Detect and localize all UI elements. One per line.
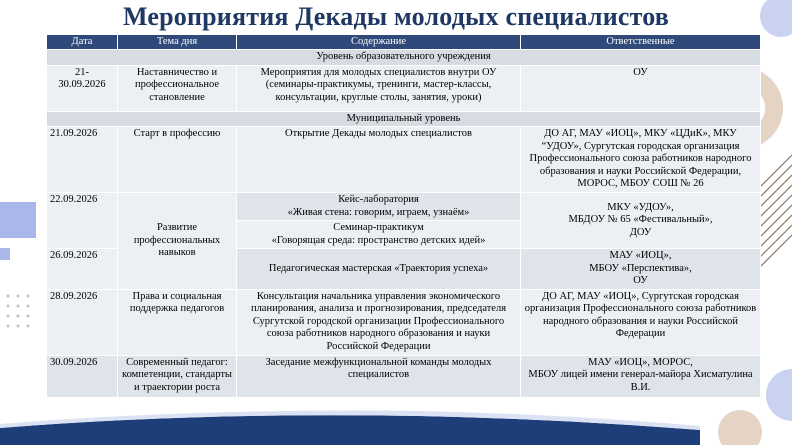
page-title: Мероприятия Декады молодых специалистов [122,2,670,31]
cell-content: Заседание межфункциональной команды молодых специалистов [237,355,521,397]
cell-date: 22.09.2026 [47,193,118,249]
table-row [47,355,761,397]
cell-topic: Современный педагог: компетенции, стандарты и траектории роста [118,355,237,397]
level-label: Муниципальный уровень [47,111,761,127]
table-row [47,127,761,193]
table-row [47,65,761,111]
cell-content: Семинар-практикум «Говорящая среда: пространство детских идей» [237,221,521,249]
level-row-municipal [47,111,761,127]
decor-circle-tan-right [718,410,762,445]
decor-circle-right [766,369,792,421]
cell-date: 30.09.2026 [47,355,118,397]
cell-responsible: МКУ «УДОУ», МБДОУ № 65 «Фестивальный», ДОУ [521,193,761,249]
level-label: Уровень образовательного учреждения [47,50,761,66]
table-row [47,289,761,355]
decor-square-left [0,202,36,238]
cell-responsible: ДО АГ, МАУ «ИОЦ», Сургутская городская организация Профессионального союза работников народного образования и науки Российской Федерации [521,289,761,355]
cell-content: Кейс-лаборатория «Живая стена: говорим, играем, узнаём» [237,193,521,221]
cell-responsible: ОУ [521,65,761,111]
cell-content: Мероприятия для молодых специалистов внутри ОУ (семинары-практикумы, тренинги, мастер-классы, консультации, круглые столы, занятия, уроки) [237,65,521,111]
column-header-responsible: Ответственные [521,35,761,50]
cell-responsible: ДО АГ, МАУ «ИОЦ», МКУ «ЦДиК», МКУ “УДОУ», Сургутская городская организация Профессионального союза работников народного образования и науки Российской Федерации, МОРОС, МБОУ СОШ № 26 [521,127,761,193]
events-table [46,34,761,398]
column-header-topic: Тема дня [118,35,237,50]
table-row [47,193,761,221]
cell-topic: Права и социальная поддержка педагогов [118,289,237,355]
level-row-institution [47,50,761,66]
cell-responsible: МАУ «ИОЦ», МБОУ «Перспектива», ОУ [521,249,761,290]
column-header-content: Содержание [237,35,521,50]
column-header-date: Дата [47,35,118,50]
cell-topic: Старт в профессию [118,127,237,193]
cell-date: 28.09.2026 [47,289,118,355]
table-header-row [47,35,761,50]
cell-date: 26.09.2026 [47,249,118,290]
decor-dots-left [7,295,30,328]
cell-topic: Наставничество и профессиональное становление [118,65,237,111]
decor-square-left-small [0,248,10,260]
cell-content: Консультация начальника управления экономического планирования, анализа и прогнозирования, председателя Сургутской городской организации Профессионального союза работников народного образования и науки Российской Федерации [237,289,521,355]
cell-date: 21- 30.09.2026 [47,65,118,111]
cell-content: Педагогическая мастерская «Траектория успеха» [237,249,521,290]
cell-responsible: МАУ «ИОЦ», МОРОС, МБОУ лицей имени генерал-майора Хисматулина В.И. [521,355,761,397]
cell-topic: Развитие профессиональных навыков [118,193,237,290]
cell-date: 21.09.2026 [47,127,118,193]
cell-content: Открытие Декады молодых специалистов [237,127,521,193]
